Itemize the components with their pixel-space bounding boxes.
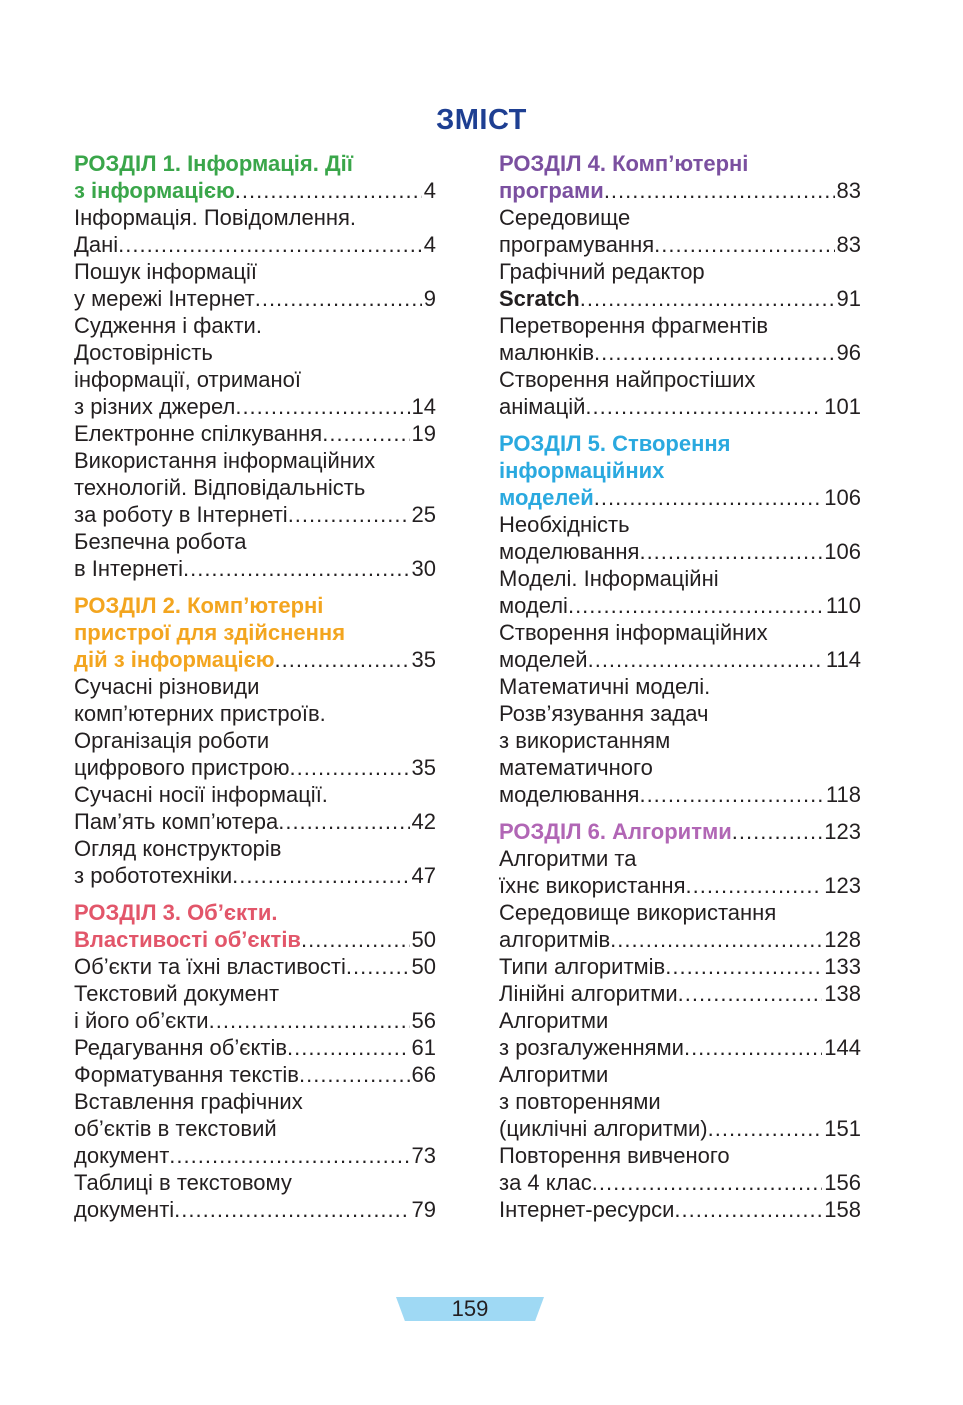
page-ref: 61 [411, 1035, 436, 1060]
toc-entry[interactable] [74, 1034, 436, 1061]
toc-entry-text: Форматування текстів [74, 1062, 299, 1087]
toc-entry-text: моделі [499, 593, 568, 618]
toc-entry-last-line [499, 538, 861, 565]
dot-leader [174, 1196, 409, 1223]
toc-entry-line: Таблиці в текстовому [74, 1170, 292, 1195]
toc-entry[interactable] [74, 781, 436, 835]
toc-entry-line: Графічний редактор [499, 259, 705, 284]
toc-entry-text: документ [74, 1143, 170, 1168]
toc-entry-line: Алгоритми [499, 1062, 609, 1087]
dot-leader [708, 1115, 823, 1142]
toc-entry-text: Пам’ять комп’ютера [74, 809, 279, 834]
toc-entry[interactable] [499, 565, 861, 619]
toc-entry-last-line [74, 393, 436, 420]
toc-entry[interactable] [74, 980, 436, 1034]
dot-leader [235, 393, 409, 420]
toc-entry-text: Дані [74, 232, 119, 257]
toc-entry-line: математичного [499, 755, 653, 780]
toc-entry-line: Алгоритми та [499, 846, 637, 871]
toc-entry[interactable] [74, 1169, 436, 1223]
page-number-badge [396, 1297, 544, 1321]
page-ref: 4 [423, 232, 436, 257]
page-ref: 133 [824, 954, 861, 979]
page-ref: 50 [411, 927, 436, 952]
toc-entry[interactable] [499, 1061, 861, 1142]
section-heading-last-line[interactable]: з інформацією ..... 4 [74, 177, 436, 204]
toc-entry-line: Вставлення графічних [74, 1089, 303, 1114]
dot-leader [639, 538, 822, 565]
dot-leader [674, 1196, 822, 1223]
toc-entry[interactable] [499, 204, 861, 258]
toc-entry-text: їхнє використання [499, 873, 686, 898]
toc-entry-text: з робототехніки [74, 863, 233, 888]
page-ref: 96 [836, 340, 861, 365]
toc-entry-last-line [499, 231, 861, 258]
toc-entry-line: Математичні моделі. [499, 674, 711, 699]
toc-entry-text: Scratch [499, 286, 580, 311]
page-ref: 128 [824, 927, 861, 952]
toc-entry[interactable] [499, 673, 861, 808]
toc-entry-line: Огляд конструкторів [74, 836, 282, 861]
dot-leader [278, 808, 409, 835]
toc-entry-text: алгоритмів [499, 927, 611, 952]
toc-entry-line: Необхідність [499, 512, 630, 537]
toc-entry[interactable] [499, 845, 861, 899]
dot-leader [209, 1007, 410, 1034]
toc-entry-text: за роботу в Інтернеті [74, 502, 288, 527]
toc-entry-text: Об’єкти та їхні властивості [74, 954, 346, 979]
dot-leader [255, 285, 422, 312]
page-ref: 42 [411, 809, 436, 834]
page-ref: 19 [411, 421, 436, 446]
section-heading[interactable]: РОЗДІЛ 2. Комп’ютерні [74, 593, 324, 618]
toc-entry[interactable] [499, 953, 861, 980]
dot-leader [585, 393, 822, 420]
section-4 [499, 150, 861, 204]
toc-entry-line: Повторення вивченого [499, 1143, 730, 1168]
dot-leader [287, 1034, 409, 1061]
page-title: ЗМІСТ [436, 104, 527, 136]
toc-entry-line: Створення інформаційних [499, 620, 768, 645]
toc-entry[interactable] [74, 447, 436, 528]
toc-entry-line: Алгоритми [499, 1008, 609, 1033]
toc-entry-last-line [499, 980, 861, 1007]
page-ref: 79 [411, 1197, 436, 1222]
toc-entry-last-line [74, 1007, 436, 1034]
toc-entry-text: анімацій [499, 394, 586, 419]
section-heading-last-line[interactable]: РОЗДІЛ 6. Алгоритми ..... 123 [499, 818, 861, 845]
dot-leader [588, 646, 824, 673]
toc-entry-last-line [499, 339, 861, 366]
toc-entry[interactable] [74, 204, 436, 258]
toc-entry[interactable] [74, 835, 436, 889]
page-ref: 35 [411, 647, 436, 672]
section-5-entries [499, 511, 861, 808]
page-ref: 123 [824, 873, 861, 898]
toc-entry[interactable] [499, 366, 861, 420]
page-ref: 118 [825, 782, 861, 807]
page-ref: 4 [423, 178, 436, 203]
toc-entry-line: інформації, отриманої [74, 367, 302, 392]
dot-leader [592, 1169, 823, 1196]
toc-entry-text: з розгалуженнями [499, 1035, 684, 1060]
toc-entry-text: Електронне спілкування [74, 421, 323, 446]
toc-entry-last-line [74, 754, 436, 781]
toc-entry-text: Інтернет-ресурси [499, 1197, 675, 1222]
toc-entry-line: Пошук інформації [74, 259, 258, 284]
page-ref: 144 [824, 1035, 861, 1060]
section-1-entries [74, 204, 436, 582]
dot-leader [610, 926, 822, 953]
toc-entry-line: Моделі. Інформаційні [499, 566, 719, 591]
dot-leader [169, 1142, 409, 1169]
section-2 [74, 592, 436, 673]
toc-entry-last-line [74, 231, 436, 258]
toc-entry[interactable] [499, 899, 861, 953]
toc-entry-line: Середовище [499, 205, 631, 230]
toc-entry-last-line [74, 420, 436, 447]
toc-entry-last-line [74, 1196, 436, 1223]
page-ref: 83 [836, 178, 861, 203]
page-ref: 66 [411, 1062, 436, 1087]
dot-leader [684, 1034, 822, 1061]
toc-entry-line: Текстовий документ [74, 981, 280, 1006]
toc-entry-last-line [74, 953, 436, 980]
page-ref: 35 [411, 755, 436, 780]
dot-leader [288, 501, 410, 528]
toc-entry-last-line [499, 1034, 861, 1061]
page-ref: 25 [411, 502, 436, 527]
toc-entry-line: Розв’язування задач [499, 701, 709, 726]
toc-entry-line: Інформація. Повідомлення. [74, 205, 357, 230]
page-ref: 101 [824, 394, 861, 419]
toc-entry-text: цифрового пристрою [74, 755, 290, 780]
toc-entry-line: Безпечна робота [74, 529, 247, 554]
dot-leader [232, 862, 409, 889]
section-heading[interactable]: РОЗДІЛ 5. Створення [499, 431, 731, 456]
toc-entry-line: Використання інформаційних [74, 448, 376, 473]
dot-leader [685, 872, 822, 899]
section-3-entries [74, 953, 436, 1223]
section-heading-last-line[interactable]: дій з інформацією ..... 35 [74, 646, 436, 673]
toc-entry[interactable] [499, 312, 861, 366]
toc-entry-line: з повтореннями [499, 1089, 661, 1114]
toc-entry-last-line [499, 926, 861, 953]
toc-entry-text: в Інтернеті [74, 556, 183, 581]
page-ref: 106 [824, 485, 861, 510]
toc-entry[interactable] [499, 258, 861, 312]
section-6 [499, 818, 861, 845]
toc-entry-line: Судження і факти. [74, 313, 262, 338]
toc-entry-last-line [74, 285, 436, 312]
page-ref: 156 [824, 1170, 861, 1195]
toc-entry-last-line [499, 1169, 861, 1196]
toc-entry-line: Перетворення фрагментів [499, 313, 769, 338]
section-heading-last-line[interactable]: моделей ..... 106 [499, 484, 861, 511]
section-1 [74, 150, 436, 204]
toc-entry-text: моделей [499, 647, 588, 672]
dot-leader [299, 1061, 410, 1088]
section-heading[interactable]: РОЗДІЛ 3. Об’єкти. [74, 900, 278, 925]
page-ref: 14 [411, 394, 436, 419]
toc-entry-last-line [499, 592, 861, 619]
toc-entry[interactable] [74, 258, 436, 312]
toc-entry-line: з використанням [499, 728, 671, 753]
toc-entry-text: моделювання [499, 782, 640, 807]
toc-entry-line: Сучасні різновиди [74, 674, 260, 699]
dot-leader [639, 781, 823, 808]
section-heading-last-line[interactable]: Властивості об’єктів ..... 50 [74, 926, 436, 953]
toc-entry-line: комп’ютерних пристроїв. [74, 701, 326, 726]
toc-entry-text: моделювання [499, 539, 640, 564]
toc-entry[interactable] [74, 1088, 436, 1169]
page-ref: 9 [423, 286, 436, 311]
page-ref: 56 [411, 1008, 436, 1033]
toc-entry-text: у мережі Інтернет [74, 286, 255, 311]
page-ref: 151 [824, 1116, 861, 1141]
toc-entry-last-line [74, 1061, 436, 1088]
toc-entry[interactable] [499, 1196, 861, 1223]
toc-entry-last-line [74, 862, 436, 889]
toc-entry-text: документі [74, 1197, 175, 1222]
dot-leader [678, 980, 823, 1007]
dot-leader [665, 953, 822, 980]
toc-entry[interactable] [74, 312, 436, 420]
toc-entry-line: Організація роботи [74, 728, 270, 753]
page-ref: 110 [825, 593, 861, 618]
toc-entry-text: за 4 клас [499, 1170, 592, 1195]
toc-entry-last-line [74, 808, 436, 835]
toc-entry[interactable] [499, 511, 861, 565]
toc-entry-last-line [499, 872, 861, 899]
toc-entry[interactable] [499, 1007, 861, 1061]
section-6-entries [499, 845, 861, 1223]
page-ref: 47 [411, 863, 436, 888]
toc-entry[interactable] [74, 1061, 436, 1088]
toc-right-column [499, 150, 861, 1223]
dot-leader [654, 231, 834, 258]
toc-entry-line: Середовище використання [499, 900, 777, 925]
toc-entry-line: Достовірність [74, 340, 213, 365]
toc-entry-last-line [499, 1115, 861, 1142]
page-ref: 114 [825, 647, 861, 672]
toc-entry-line: Створення найпростіших [499, 367, 756, 392]
dot-leader [118, 231, 422, 258]
section-5 [499, 430, 861, 511]
page-ref: 83 [836, 232, 861, 257]
section-heading[interactable]: РОЗДІЛ 1. Інформація. Дії [74, 151, 353, 176]
toc-entry-line: технологій. Відповідальність [74, 475, 366, 500]
toc-entry-text: і його об’єкти [74, 1008, 209, 1033]
section-heading[interactable]: РОЗДІЛ 4. Комп’ютерні [499, 151, 749, 176]
page-ref: 138 [824, 981, 861, 1006]
toc-entry-last-line [499, 285, 861, 312]
toc-entry-text: Типи алгоритмів [499, 954, 666, 979]
toc-entry-last-line [74, 1142, 436, 1169]
section-heading-last-line[interactable]: програми ..... 83 [499, 177, 861, 204]
toc-entry-text: (циклічні алгоритми) [499, 1116, 708, 1141]
page-ref: 158 [824, 1197, 861, 1222]
toc-entry-last-line [74, 555, 436, 582]
section-heading[interactable]: пристрої для здійснення [74, 620, 346, 645]
section-4-entries [499, 204, 861, 420]
toc-entry-text: малюнків [499, 340, 595, 365]
page-ref: 50 [411, 954, 436, 979]
dot-leader [322, 420, 409, 447]
section-3 [74, 899, 436, 953]
toc-entry-last-line [499, 646, 861, 673]
toc-left-column [74, 150, 436, 1223]
page-ref: 91 [836, 286, 861, 311]
dot-leader [183, 555, 410, 582]
page-ref: 106 [824, 539, 861, 564]
toc-entry-last-line [499, 953, 861, 980]
toc-entry-last-line [74, 1034, 436, 1061]
dot-leader [290, 754, 410, 781]
toc-entry[interactable] [499, 619, 861, 673]
page-ref: 73 [411, 1143, 436, 1168]
page-ref: 30 [411, 556, 436, 581]
section-heading[interactable]: інформаційних [499, 458, 665, 483]
page-number: 159 [451, 1296, 489, 1321]
toc-entry[interactable] [74, 420, 436, 447]
toc-entry-last-line [499, 1196, 861, 1223]
dot-leader [568, 592, 824, 619]
toc-entry[interactable] [74, 673, 436, 781]
section-2-entries [74, 673, 436, 889]
toc-entry-text: програмування [499, 232, 655, 257]
dot-leader [346, 953, 410, 980]
toc-entry[interactable] [499, 980, 861, 1007]
toc-entry-line: об’єктів в текстовий [74, 1116, 277, 1141]
toc-entry-line: Сучасні носії інформації. [74, 782, 328, 807]
dot-leader [594, 339, 834, 366]
toc-entry[interactable] [74, 528, 436, 582]
toc-entry-last-line [499, 393, 861, 420]
toc-entry-text: з різних джерел [74, 394, 236, 419]
toc-entry-last-line [499, 781, 861, 808]
toc-entry[interactable] [499, 1142, 861, 1196]
toc-entry-text: Лінійні алгоритми [499, 981, 678, 1006]
toc-entry-last-line [74, 501, 436, 528]
toc-entry-text: Редагування об’єктів [74, 1035, 288, 1060]
page-ref: 123 [824, 819, 861, 844]
toc-entry[interactable] [74, 953, 436, 980]
dot-leader [580, 285, 835, 312]
